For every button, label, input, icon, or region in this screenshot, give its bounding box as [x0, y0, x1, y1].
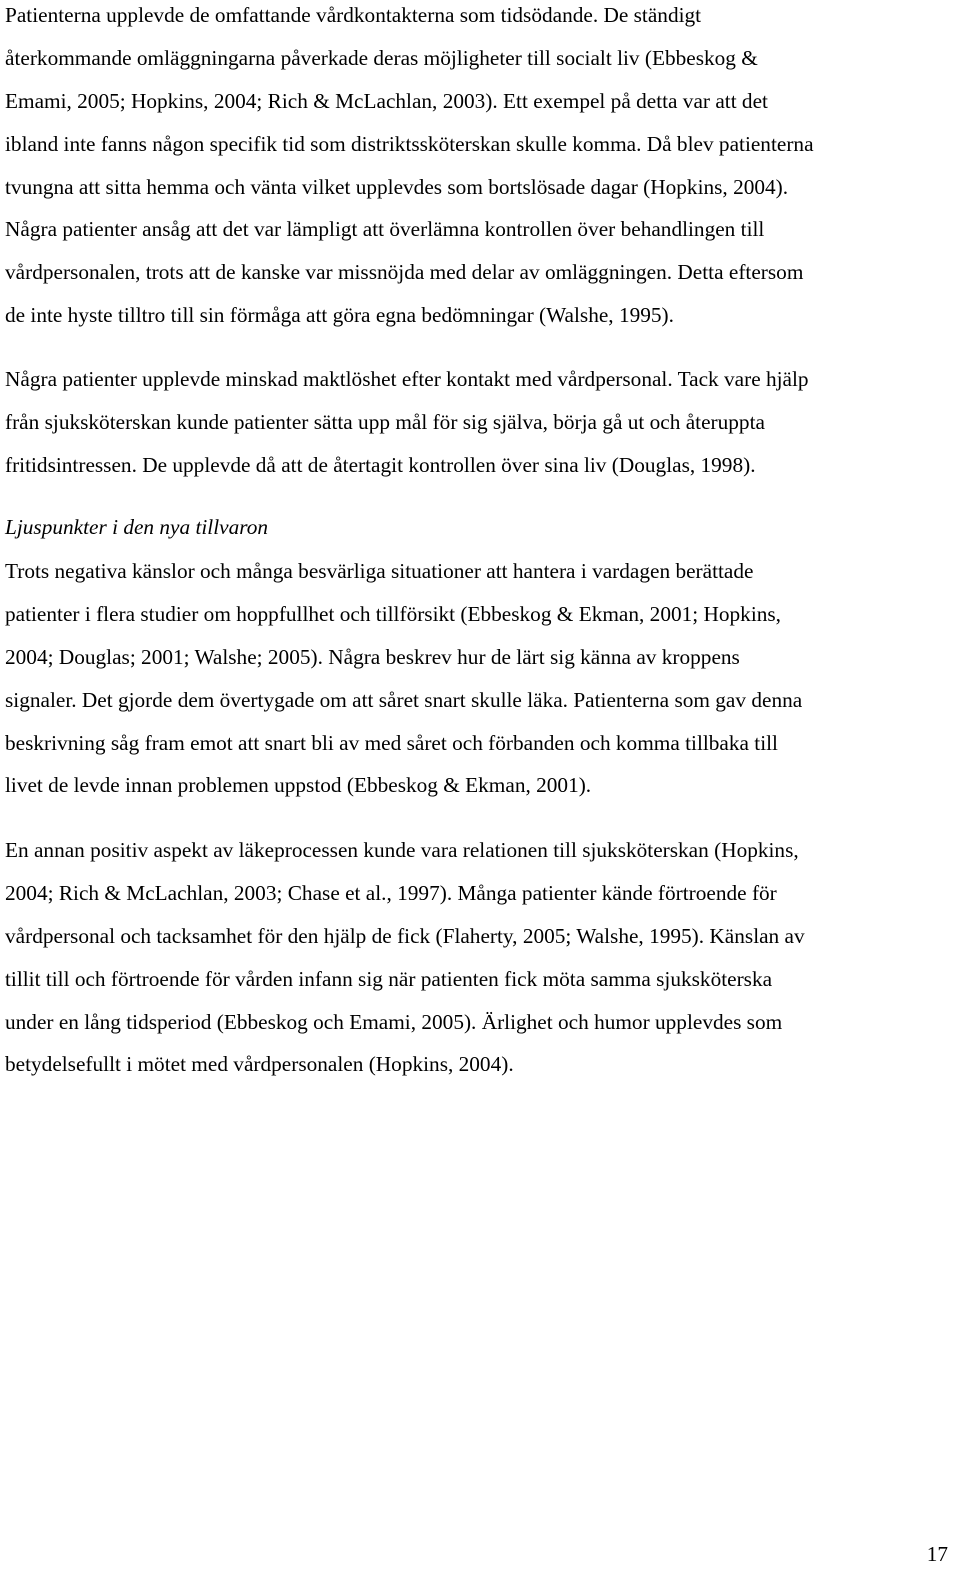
paragraph-1: [5, 0, 814, 337]
text-line: patienter i flera studier om hoppfullhet och tillförsikt (Ebbeskog & Ekman, 2001; Hopkins,: [5, 601, 782, 626]
section-heading: Ljuspunkter i den nya tillvaron: [5, 515, 269, 539]
text-line: vårdpersonalen, trots att de kanske var missnöjda med delar av omläggningen. Detta eftersom: [5, 260, 804, 285]
paragraph-4: [5, 829, 805, 1086]
text-line: Några patienter upplevde minskad maktlöshet efter kontakt med vårdpersonal. Tack vare hjälp: [5, 367, 809, 391]
text-line: vårdpersonal och tacksamhet för den hjälp de fick (Flaherty, 2005; Walshe, 1995). Känslan av: [5, 923, 805, 948]
text-line: En annan positiv aspekt av läkeprocessen kunde vara relationen till sjuksköterskan (Hopkins,: [5, 838, 799, 862]
text-line: signaler. Det gjorde dem övertygade om att såret snart skulle läka. Patienterna som gav denna: [5, 687, 803, 712]
text-line: 2004; Rich & McLachlan, 2003; Chase et al., 1997). Många patienter kände förtroende för: [5, 880, 777, 905]
text-line: tvungna att sitta hemma och vänta vilket upplevdes som bortslösade dagar (Hopkins, 2004).: [5, 174, 789, 199]
text-line: från sjuksköterskan kunde patienter sätta upp mål för sig själva, börja gå ut och återuppta: [5, 409, 765, 434]
text-line: 2004; Douglas; 2001; Walshe; 2005). Några beskrev hur de lärt sig känna av kroppens: [5, 644, 740, 669]
text-line: de inte hyste tilltro till sin förmåga att göra egna bedömningar (Walshe, 1995).: [5, 303, 674, 328]
text-line: under en lång tidsperiod (Ebbeskog och Emami, 2005). Ärlighet och humor upplevdes som: [5, 1009, 783, 1034]
text-line: livet de levde innan problemen uppstod (Ebbeskog & Ekman, 2001).: [5, 773, 592, 798]
paragraph-2: [5, 358, 809, 487]
text-line: Trots negativa känslor och många besvärliga situationer att hantera i vardagen berättade: [5, 559, 754, 583]
text-line: Några patienter ansåg att det var lämpligt att överlämna kontrollen över behandlingen till: [5, 217, 765, 242]
text-line: återkommande omläggningarna påverkade deras möjligheter till socialt liv (Ebbeskog &: [5, 45, 758, 70]
text-line: Patienterna upplevde de omfattande vårdkontakterna som tidsödande. De ständigt: [5, 3, 702, 27]
text-line: beskrivning såg fram emot att snart bli av med såret och förbanden och komma tillbaka till: [5, 730, 778, 755]
paragraph-3: [5, 550, 802, 807]
text-line: tillit till och förtroende för vården infann sig när patienten fick möta samma sjuksköterska: [5, 966, 773, 991]
text-line: fritidsintressen. De upplevde då att de återtagit kontrollen över sina liv (Douglas, 1998).: [5, 452, 756, 477]
page-number: 17: [926, 1542, 948, 1566]
text-line: ibland inte fanns någon specifik tid som distriktssköterskan skulle komma. Då blev patienterna: [5, 131, 814, 156]
text-line: betydelsefullt i mötet med vårdpersonalen (Hopkins, 2004).: [5, 1052, 514, 1077]
text-line: Emami, 2005; Hopkins, 2004; Rich & McLachlan, 2003). Ett exempel på detta var att det: [5, 88, 768, 113]
